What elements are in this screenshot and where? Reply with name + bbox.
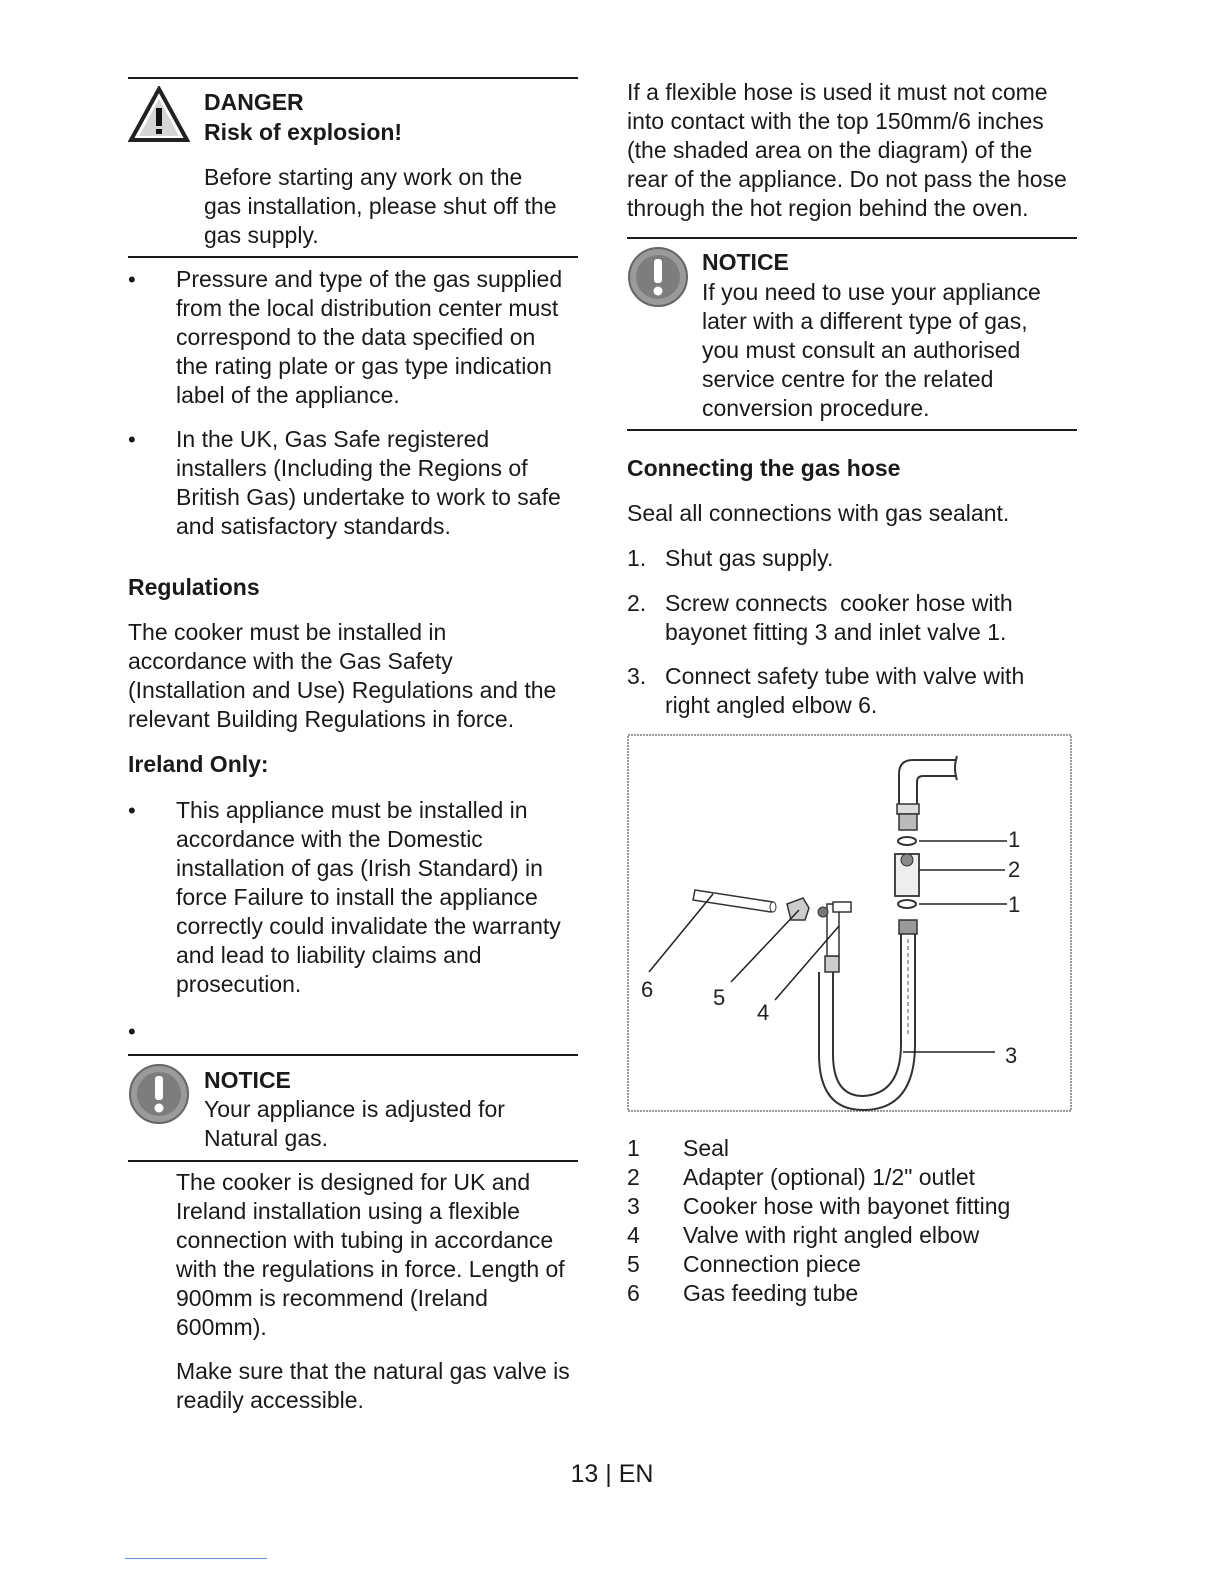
bullet-gas-safe	[176, 425, 561, 541]
text-line: (the shaded area on the diagram) of the	[627, 137, 1033, 163]
step-number: 2.	[627, 590, 647, 616]
text-line: from the local distribution center must	[176, 295, 559, 321]
text-line: the rating plate or gas type indication	[176, 353, 552, 379]
notice-top-rule	[128, 1054, 578, 1056]
text-line: (Installation and Use) Regulations and the	[128, 677, 557, 703]
connecting-intro: Seal all connections with gas sealant.	[627, 500, 1010, 526]
notice-text	[204, 1095, 505, 1153]
connecting-heading: Connecting the gas hose	[627, 455, 901, 481]
danger-bottom-rule	[128, 256, 578, 258]
ireland-heading: Ireland Only:	[128, 751, 269, 777]
text-line: bayonet fitting 3 and inlet valve 1.	[665, 619, 1007, 645]
step-text	[665, 589, 1013, 647]
text-line: In the UK, Gas Safe registered	[176, 426, 490, 452]
diagram-label-6: 6	[641, 977, 654, 1002]
step-text	[665, 662, 1024, 720]
legend-number: 6	[627, 1280, 640, 1306]
text-line: Ireland installation using a flexible	[176, 1198, 520, 1224]
text-line: installation of gas (Irish Standard) in	[176, 855, 543, 881]
diagram-label-2: 2	[1008, 857, 1021, 882]
text-line: rear of the appliance. Do not pass the hose	[627, 166, 1067, 192]
legend-text: Valve with right angled elbow	[683, 1222, 980, 1248]
text-line: prosecution.	[176, 971, 302, 997]
text-line: gas installation, please shut off the	[204, 193, 557, 219]
text-line: Connect safety tube with valve with	[665, 663, 1025, 689]
text-line: right angled elbow 6.	[665, 692, 878, 718]
text-line: correctly could invalidate the warranty	[176, 913, 561, 939]
bullet-marker-empty: •	[128, 1019, 136, 1044]
text-line: label of the appliance.	[176, 382, 400, 408]
regulations-heading: Regulations	[128, 574, 260, 600]
text-line: Before starting any work on the	[204, 164, 523, 190]
bullet-marker: •	[128, 427, 136, 452]
regulations-text	[128, 618, 556, 734]
design-paragraph	[176, 1168, 565, 1342]
text-line: Shut gas supply.	[665, 545, 834, 571]
text-line: Screw connects cooker hose with	[665, 590, 1013, 616]
text-line: through the hot region behind the oven.	[627, 195, 1029, 221]
danger-top-rule	[128, 77, 578, 79]
text-line: you must consult an authorised	[702, 337, 1021, 363]
text-line: Natural gas.	[204, 1125, 329, 1151]
legend-number: 3	[627, 1193, 640, 1219]
exclamation-circle-icon	[627, 246, 689, 308]
text-line: gas supply.	[204, 222, 319, 248]
diagram-label-4: 4	[757, 1000, 770, 1025]
bullet-pressure	[176, 265, 562, 410]
text-line: British Gas) undertake to work to safe	[176, 484, 561, 510]
notice-title: NOTICE	[204, 1067, 291, 1093]
step-text	[665, 544, 833, 573]
bullet-ireland	[176, 796, 561, 999]
hose-paragraph	[627, 78, 1067, 223]
notice-text	[702, 278, 1041, 423]
warning-triangle-icon	[128, 86, 190, 144]
notice-bottom-rule	[627, 429, 1077, 431]
text-line: Your appliance is adjusted for	[204, 1096, 505, 1122]
text-line: force Failure to install the appliance	[176, 884, 538, 910]
text-line: connection with tubing in accordance	[176, 1227, 554, 1253]
text-line: If a flexible hose is used it must not come	[627, 79, 1048, 105]
danger-subtitle: Risk of explosion!	[204, 119, 403, 145]
bullet-marker: •	[128, 267, 136, 292]
diagram-legend	[627, 1134, 1077, 1314]
text-line: and satisfactory standards.	[176, 513, 451, 539]
text-line: installers (Including the Regions of	[176, 455, 528, 481]
text-line: If you need to use your appliance	[702, 279, 1041, 305]
legend-text: Seal	[683, 1135, 730, 1161]
legend-text: Connection piece	[683, 1251, 861, 1277]
legend-text: Adapter (optional) 1/2" outlet	[683, 1164, 976, 1190]
page-number: 13 | EN	[570, 1460, 654, 1488]
exclamation-circle-icon	[128, 1063, 190, 1125]
text-line: This appliance must be installed in	[176, 797, 528, 823]
text-line: and lead to liability claims and	[176, 942, 482, 968]
notice-bottom-rule	[128, 1160, 578, 1162]
valve-paragraph	[176, 1357, 570, 1415]
diagram-label-3: 3	[1005, 1043, 1018, 1068]
text-line: Make sure that the natural gas valve is	[176, 1358, 570, 1384]
text-line: correspond to the data specified on	[176, 324, 536, 350]
text-line: conversion procedure.	[702, 395, 930, 421]
text-line: readily accessible.	[176, 1387, 364, 1413]
danger-title: DANGER	[204, 89, 304, 115]
legend-text: Cooker hose with bayonet fitting	[683, 1193, 1011, 1219]
text-line: into contact with the top 150mm/6 inches	[627, 108, 1044, 134]
text-line: The cooker is designed for UK and	[176, 1169, 531, 1195]
text-line: later with a different type of gas,	[702, 308, 1028, 334]
bullet-marker: •	[128, 798, 136, 823]
footer-link-underline	[125, 1558, 267, 1559]
text-line: Pressure and type of the gas supplied	[176, 266, 563, 292]
text-line: relevant Building Regulations in force.	[128, 706, 515, 732]
diagram-label-5: 5	[713, 985, 726, 1010]
text-line: with the regulations in force. Length of	[176, 1256, 565, 1282]
legend-number: 2	[627, 1164, 640, 1190]
notice-top-rule	[627, 237, 1077, 239]
legend-number: 5	[627, 1251, 640, 1277]
legend-number: 1	[627, 1135, 640, 1161]
step-number: 1.	[627, 545, 647, 571]
text-line: service centre for the related	[702, 366, 994, 392]
text-line: The cooker must be installed in	[128, 619, 447, 645]
diagram-label-1: 1	[1008, 827, 1021, 852]
legend-number: 4	[627, 1222, 640, 1248]
notice-title: NOTICE	[702, 249, 789, 275]
danger-text	[204, 163, 556, 250]
text-line: 900mm is recommend (Ireland	[176, 1285, 488, 1311]
step-number: 3.	[627, 663, 647, 689]
diagram-label-1: 1	[1008, 892, 1021, 917]
legend-text: Gas feeding tube	[683, 1280, 859, 1306]
gas-hose-diagram	[627, 734, 1073, 1114]
text-line: accordance with the Domestic	[176, 826, 483, 852]
text-line: accordance with the Gas Safety	[128, 648, 453, 674]
text-line: 600mm).	[176, 1314, 267, 1340]
